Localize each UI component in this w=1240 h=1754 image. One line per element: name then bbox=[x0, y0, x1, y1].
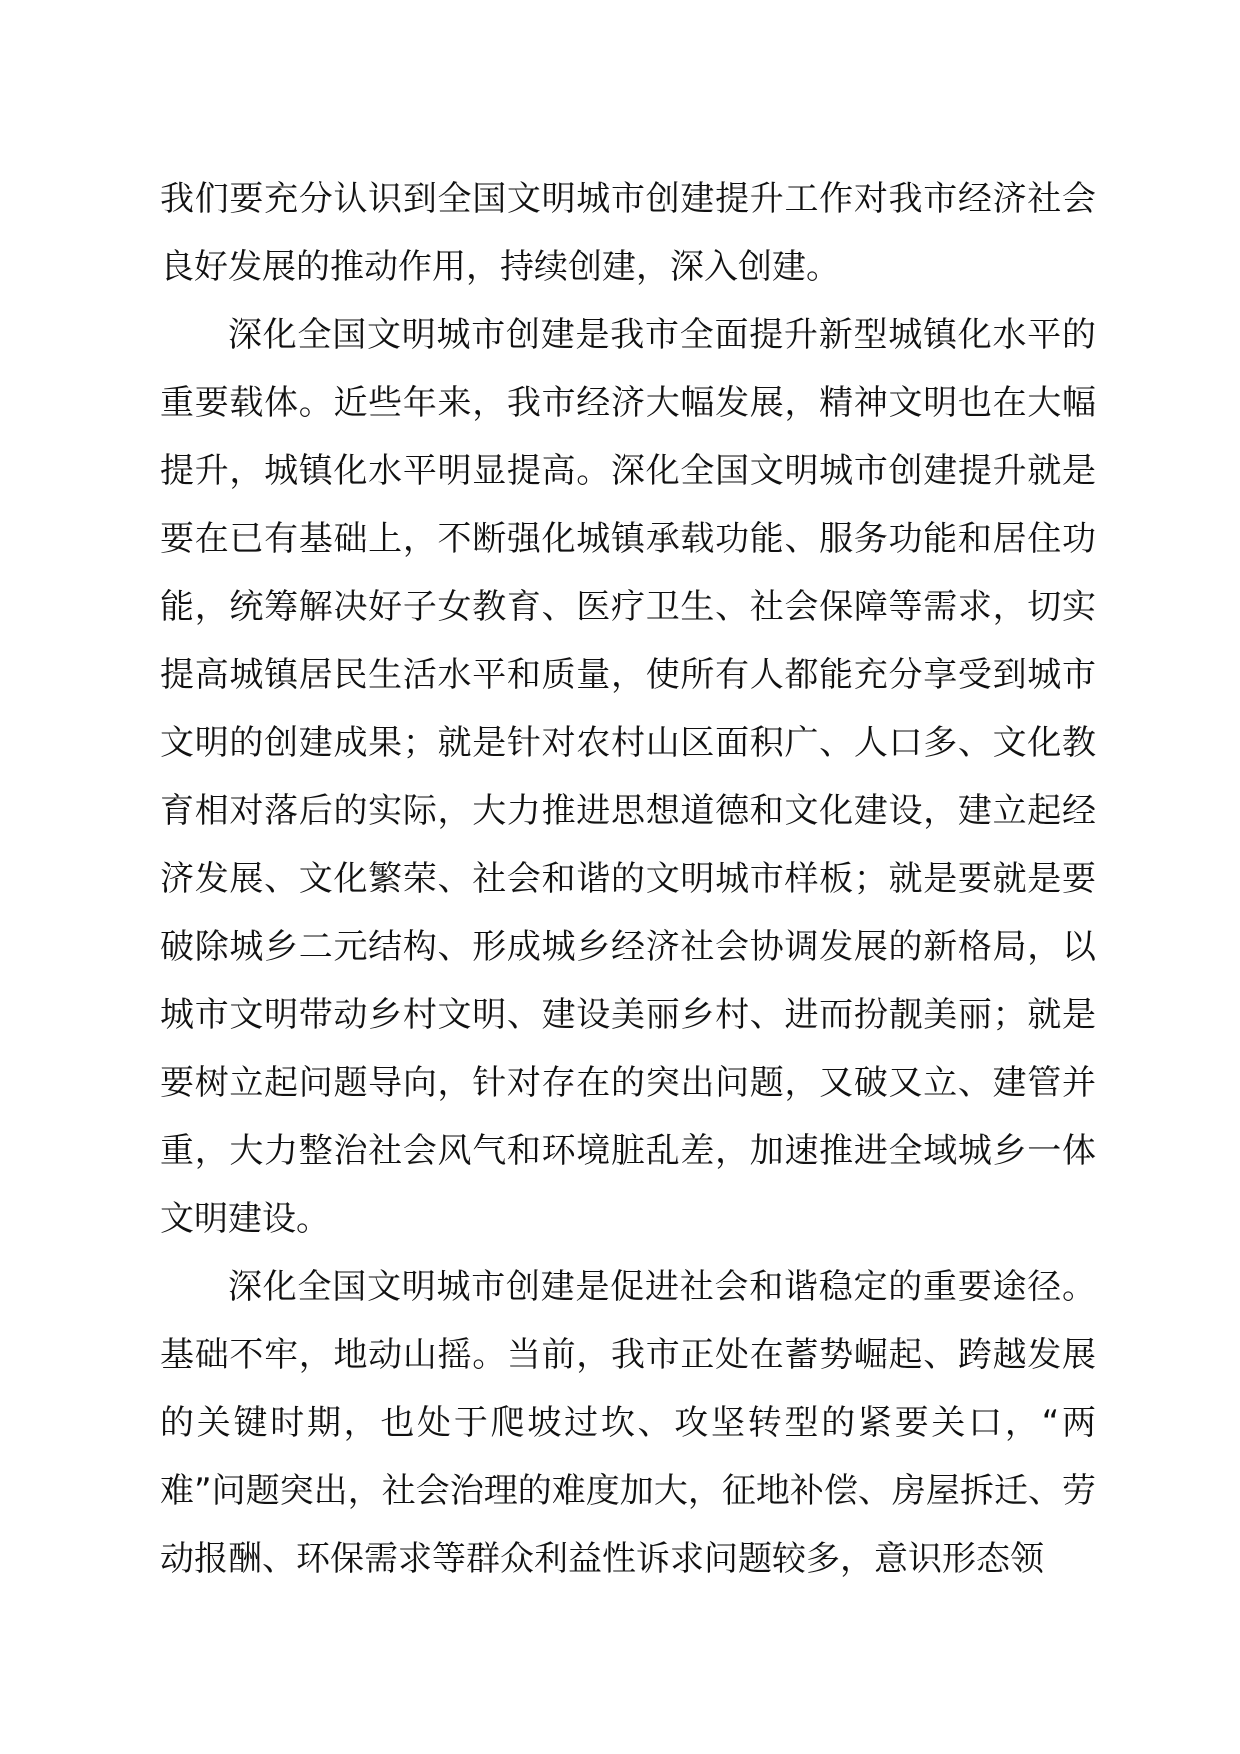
paragraph-1: 我们要充分认识到全国文明城市创建提升工作对我市经济社会良好发展的推动作用，持续创建，深入创建。 bbox=[160, 179, 1096, 287]
paragraph-2: 深化全国文明城市创建是我市全面提升新型城镇化水平的重要载体。近些年来，我市经济大幅发展，精神文明也在大幅提升，城镇化水平明显提高。深化全国文明城市创建提升就是要在已有基础上，不断强化城镇承载功能、服务功能和居住功能，统筹解决好子女教育、医疗卫生、社会保障等需求，切实提高城镇居民生活水平和质量，使所有人都能充分享受到城市文明的创建成果；就是针对农村山区面积广、人口多、文化教育相对落后的实际，大力推进思想道德和文化建设，建立起经济发展、文化繁荣、社会和谐的文明城市样板；就是要就是要破除城乡二元结构、形成城乡经济社会协调发展的新格局，以城市文明带动乡村文明、建设美丽乡村、进而扮靓美丽；就是要树立起问题导向，针对存在的突出问题，又破又立、建管并重，大力整治社会风气和环境脏乱差，加速推进全域城乡一体文明建设。 bbox=[160, 315, 1096, 1239]
document-body bbox=[160, 165, 1096, 1593]
paragraph-3: 深化全国文明城市创建是促进社会和谐稳定的重要途径。基础不牢，地动山摇。当前，我市正处在蓄势崛起、跨越发展的关键时期，也处于爬坡过坎、攻坚转型的紧要关口，“两难”问题突出，社会治理的难度加大，征地补偿、房屋拆迁、劳动报酬、环保需求等群众利益性诉求问题较多，意识形态领 bbox=[160, 1267, 1096, 1579]
